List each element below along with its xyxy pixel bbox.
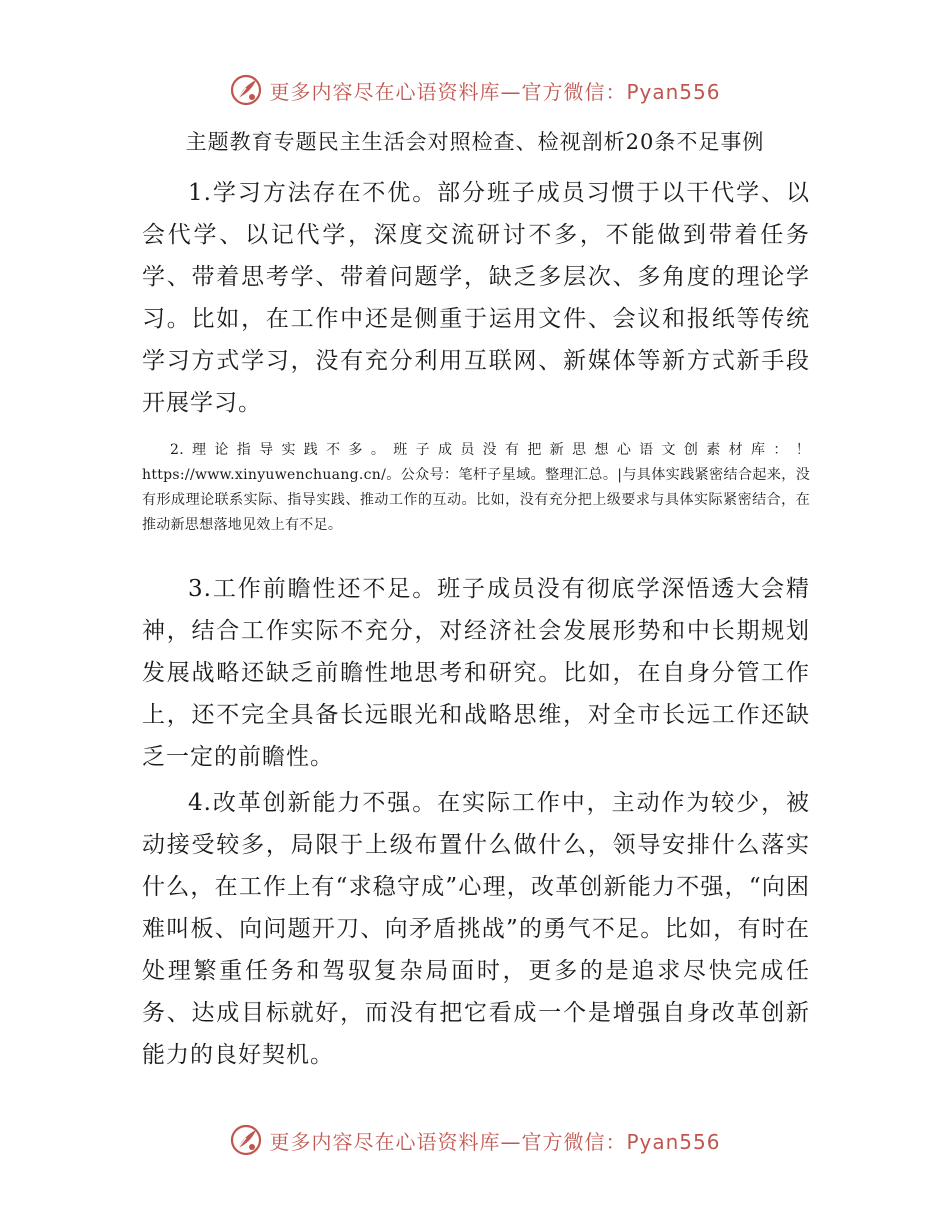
- document-title: 主题教育专题民主生活会对照检查、检视剖析20条不足事例: [185, 130, 765, 154]
- feather-pen-logo-icon: [229, 73, 263, 107]
- paragraph-4: 4.改革创新能力不强。在实际工作中，主动作为较少，被动接受较多，局限于上级布置什么做什么，领导安排什么落实什么，在工作上有“求稳守成”心理，改革创新能力不强，“向困难叫板、向问题开刀、向矛盾挑战”的勇气不足。比如，有时在处理繁重任务和驾驭复杂局面时，更多的是追求尽快完成任务、达成目标就好，而没有把它看成一个是增强自身改革创新能力的良好契机。: [142, 790, 810, 1068]
- header-watermark-text: 更多内容尽在心语资料库—官方微信：Pyan556: [269, 79, 721, 104]
- paragraph-3: 3.工作前瞻性还不足。班子成员没有彻底学深悟透大会精神，结合工作实际不充分，对经济社会发展形势和中长期规划发展战略还缺乏前瞻性地思考和研究。比如，在自身分管工作上，还不完全具备长远眼光和战略思维，对全市长远工作还缺乏一定的前瞻性。: [142, 576, 810, 770]
- footer-watermark-banner: [0, 1120, 950, 1160]
- header-watermark-banner: [0, 70, 950, 110]
- feather-pen-logo-icon: [229, 1123, 263, 1157]
- footer-watermark-text: 更多内容尽在心语资料库—官方微信：Pyan556: [269, 1129, 721, 1154]
- paragraph-1: 1.学习方法存在不优。部分班子成员习惯于以干代学、以会代学、以记代学，深度交流研讨不多，不能做到带着任务学、带着思考学、带着问题学，缺乏多层次、多角度的理论学习。比如，在工作中还是侧重于运用文件、会议和报纸等传统学习方式学习，没有充分利用互联网、新媒体等新方式新手段开展学习。: [142, 180, 810, 416]
- paragraph-2: 2.理论指导实践不多。班子成员没有把新思想心语文创素材库：！https://www.xinyuwenchuang.cn/。公众号：笔杆子星域。整理汇总。|与具体实践紧密结合起来，没有形成理论联系实际、指导实践、推动工作的互动。比如，没有充分把上级要求与具体实际紧密结合，在推动新思想落地见效上有不足。: [142, 442, 810, 533]
